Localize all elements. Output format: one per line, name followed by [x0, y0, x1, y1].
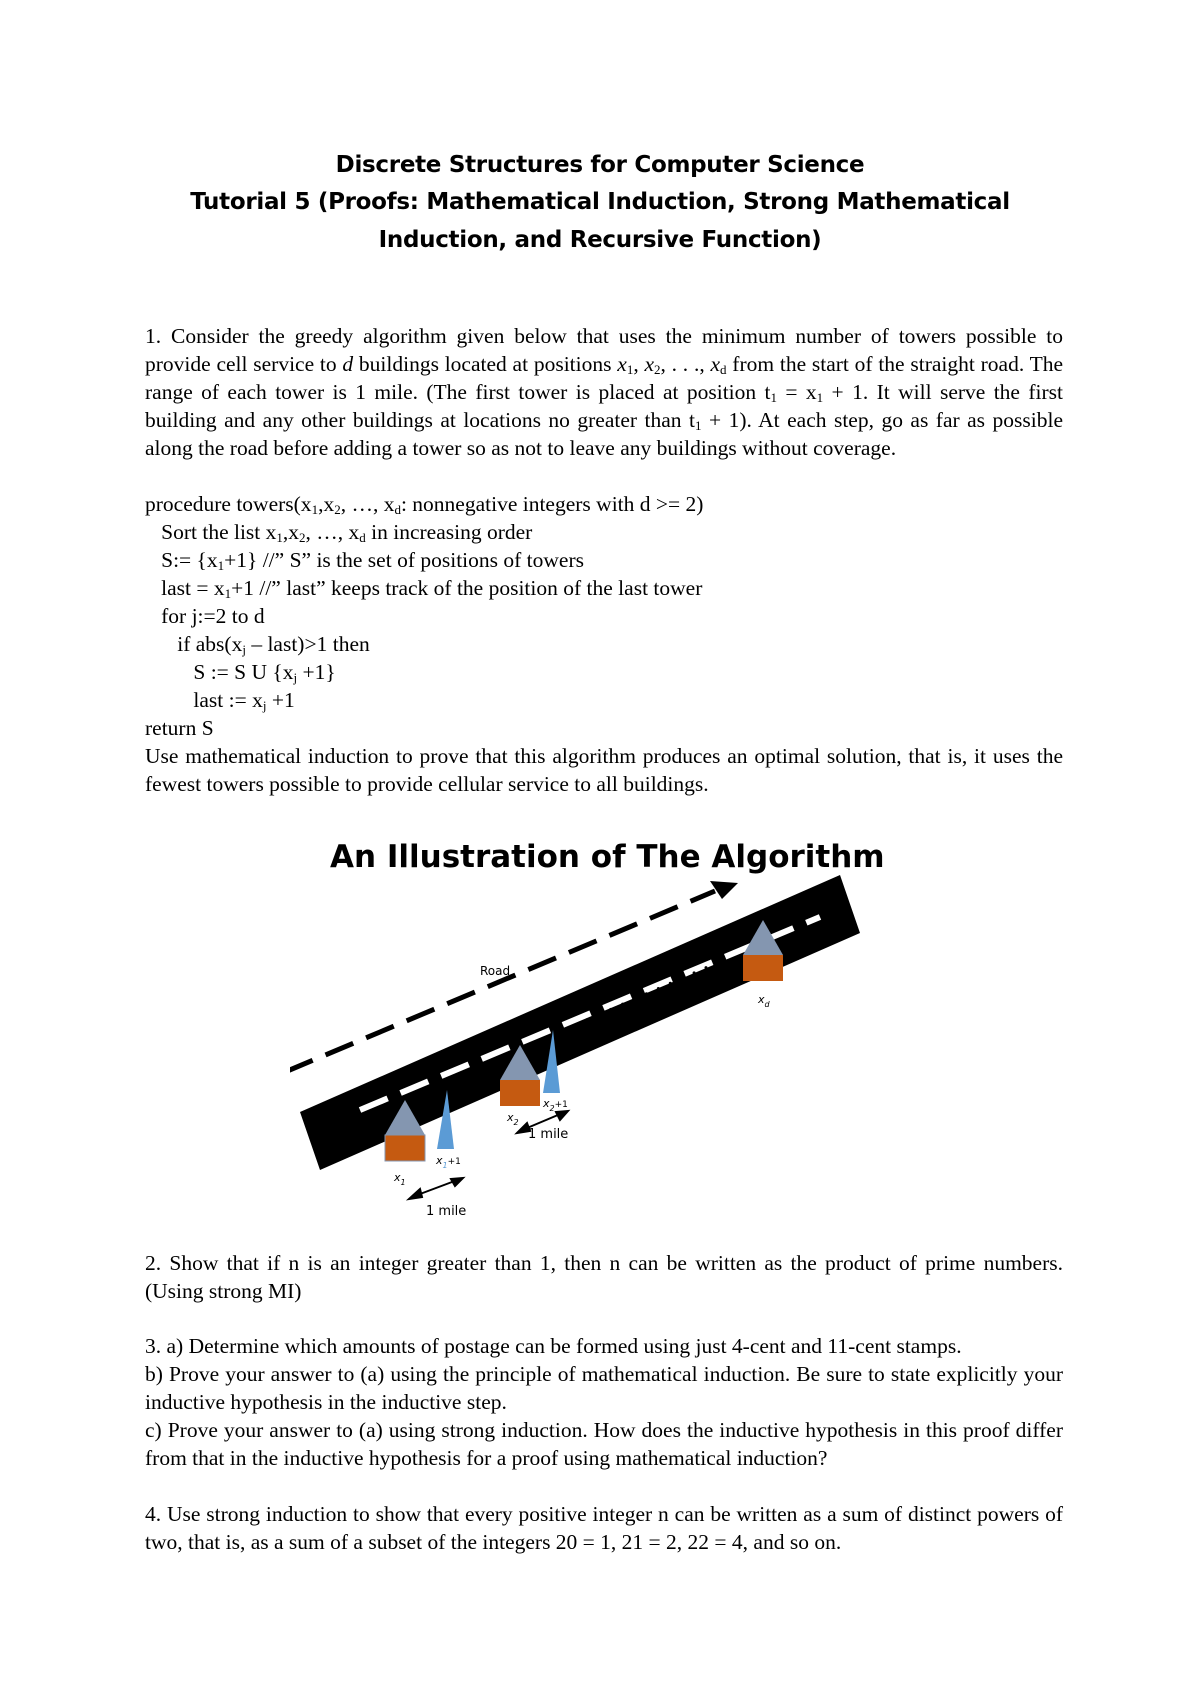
text-fragment: , …, x — [340, 492, 395, 516]
text-line — [145, 630, 1063, 658]
text-fragment: , …, x — [305, 520, 360, 544]
text-fragment: d — [394, 502, 401, 517]
text-fragment: 1 — [224, 586, 232, 601]
text-fragment: S:= {x — [145, 548, 218, 572]
text-fragment: 1 — [626, 362, 634, 377]
text-fragment: buildings located at positions — [353, 352, 618, 376]
text-fragment: + 1). At each step, go as far as possible along the road before adding a tower so as not to leave any buildings without coverage. — [145, 408, 1063, 460]
label-x2-plus-1: $x_2^{+1}$ — [543, 1097, 568, 1113]
text-fragment: if abs(x — [145, 632, 243, 656]
question-2 — [145, 1249, 1063, 1305]
text-fragment: 1 — [311, 502, 319, 517]
tutorial-title-line1: Tutorial 5 (Proofs: Mathematical Induction, Strong Mathematical — [190, 189, 1010, 215]
text-line — [145, 742, 1063, 798]
text-fragment: in increasing order — [365, 520, 533, 544]
text-fragment: return S — [145, 716, 214, 740]
label-xd: $x_d$ — [758, 993, 770, 1009]
text-line — [145, 574, 1063, 602]
figure-title: An Illustration of The Algorithm — [330, 839, 885, 875]
text-line — [145, 658, 1063, 686]
text-line — [145, 1416, 1063, 1472]
text-fragment: 2 — [299, 530, 306, 545]
text-fragment: j — [262, 698, 267, 713]
text-fragment: 1 — [276, 530, 283, 545]
text-line — [145, 1332, 1063, 1360]
text-fragment: ,x — [282, 520, 300, 544]
text-fragment: 1 — [816, 390, 824, 405]
text-fragment: ,x — [318, 492, 335, 516]
text-fragment: +1} — [297, 660, 336, 684]
tutorial-title-line2: Induction, and Recursive Function) — [378, 227, 822, 253]
text-line — [145, 714, 1063, 742]
road — [300, 875, 860, 1170]
document-title: Discrete Structures for Computer Science — [335, 152, 865, 178]
text-fragment: 4. Use strong induction to show that every positive integer n can be written as a sum of distinct powers of two, that is, as a sum of a subset of the integers 20 = 1, 21 = 2, 22 = 4, and so on. — [145, 1502, 1063, 1554]
text-fragment: d — [720, 362, 727, 377]
algorithm-illustration — [290, 825, 920, 1220]
text-fragment: last := x — [145, 688, 263, 712]
text-fragment: d — [359, 530, 366, 545]
text-line — [145, 490, 1063, 518]
text-fragment: 2 — [654, 362, 661, 377]
question-1-intro — [145, 322, 1063, 462]
label-x1: $x_1$ — [394, 1171, 406, 1187]
question-3 — [145, 1332, 1063, 1472]
text-line — [145, 1249, 1063, 1305]
text-fragment: 1. Consider the greedy algorithm given below that uses the minimum number of towers possible to provide cell service to — [145, 324, 1063, 376]
text-fragment: last = x — [145, 576, 225, 600]
text-line — [145, 518, 1063, 546]
text-fragment: 1 — [770, 390, 778, 405]
text-fragment: x — [617, 352, 627, 376]
text-fragment: x — [710, 352, 721, 376]
text-fragment: 3. a) Determine which amounts of postage can be formed using just 4-cent and 11-cent stamps. — [145, 1334, 962, 1358]
text-fragment: b) Prove your answer to (a) using the principle of mathematical induction. Be sure to state explicitly your inductive hypothesis in the inductive step. — [145, 1362, 1063, 1414]
text-fragment: : nonnegative integers with d >= 2) — [400, 492, 704, 516]
text-fragment: 2. Show that if n is an integer greater than 1, then n can be written as the product of prime numbers. (Using strong MI) — [145, 1251, 1063, 1303]
text-fragment: from the start of the straight road. The range of each tower is 1 mile. (The first tower is placed at position t — [145, 352, 1064, 404]
text-fragment: S := S U {x — [145, 660, 294, 684]
text-line — [145, 686, 1063, 714]
text-fragment: Use mathematical induction to prove that this algorithm produces an optimal solution, that is, it uses the fewest towers possible to provide cellular service to all buildings. — [145, 744, 1063, 796]
text-fragment: , — [633, 352, 645, 376]
text-fragment: 1 — [217, 558, 225, 573]
question-1-task — [145, 742, 1063, 798]
text-fragment: for j:=2 to d — [145, 604, 265, 628]
text-fragment: c) Prove your answer to (a) using strong induction. How does the inductive hypothesis in this proof differ from that in the inductive hypothesis for a proof using mathematical induction? — [145, 1418, 1063, 1470]
text-line — [145, 602, 1063, 630]
text-fragment: +1 //” last” keeps track of the position of the last tower — [231, 576, 703, 600]
text-fragment: procedure towers(x — [145, 492, 312, 516]
text-fragment: 2 — [334, 502, 341, 517]
question-4 — [145, 1500, 1063, 1556]
text-fragment: + 1. It will serve the first building and any other buildings at locations no greater than t — [145, 380, 1063, 432]
text-line — [145, 546, 1063, 574]
question-1-pseudocode — [145, 490, 1063, 742]
one-mile-label-1: 1 mile — [426, 1204, 467, 1219]
label-x2: $x_2$ — [507, 1111, 519, 1127]
text-fragment: d — [342, 352, 354, 376]
label-x1-plus-1: $x_1^{+1}$ — [436, 1154, 461, 1170]
text-fragment: , . . ., — [660, 352, 711, 376]
text-fragment: +1} //” S” is the set of positions of towers — [224, 548, 584, 572]
text-fragment: Sort the list x — [145, 520, 277, 544]
text-line — [145, 1360, 1063, 1416]
text-fragment: j — [242, 642, 246, 657]
one-mile-arrow-1 — [409, 1178, 463, 1199]
text-fragment: 1 — [695, 418, 702, 433]
text-line — [145, 1500, 1063, 1556]
road-label: Road — [480, 964, 511, 978]
text-fragment: x — [644, 352, 655, 376]
text-fragment: +1 — [266, 688, 295, 712]
text-fragment: – last)>1 then — [245, 632, 370, 656]
one-mile-label-2: 1 mile — [528, 1127, 569, 1142]
text-fragment: j — [293, 670, 298, 685]
text-line — [145, 322, 1063, 462]
text-fragment: = x — [777, 380, 817, 404]
